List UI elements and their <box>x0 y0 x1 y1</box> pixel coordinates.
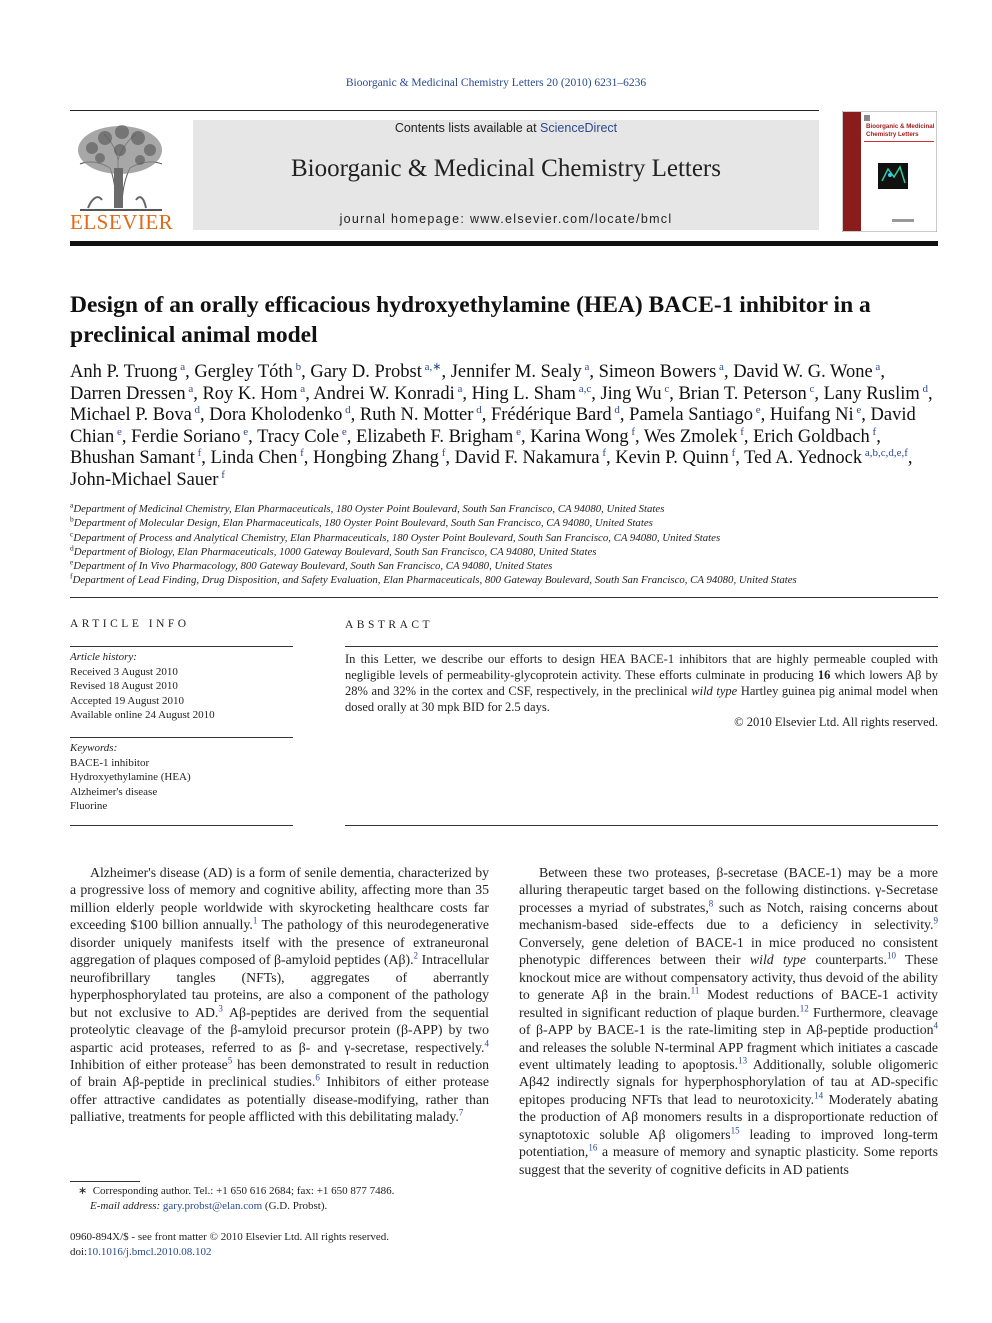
author-affiliation-mark[interactable]: f <box>728 447 736 460</box>
author-name: Andrei W. Konradi <box>313 383 455 404</box>
reference-mark[interactable]: 10 <box>886 950 896 961</box>
affiliation-key: c <box>70 529 74 538</box>
affiliation <box>70 516 938 530</box>
email-link[interactable]: gary.probst@elan.com <box>162 1199 263 1212</box>
author-name: Linda Chen <box>210 448 298 469</box>
author[interactable] <box>202 384 305 404</box>
publisher-wordmark: ELSEVIER <box>70 210 174 234</box>
author-name: Wes Zmolek <box>643 426 738 447</box>
author-affiliation-mark[interactable]: a <box>581 360 590 373</box>
contents-prefix: Contents lists available at <box>394 121 541 135</box>
affiliation-text: Department of Molecular Design, Elan Pharmaceuticals, 180 Oyster Point Boulevard, South San Francisco, CA 94080, United States <box>73 517 653 530</box>
history-revised: Revised 18 August 2010 <box>70 680 178 692</box>
corresponding-footnote <box>70 1184 489 1213</box>
author-name: Gary D. Probst <box>310 362 422 382</box>
author-name: Roy K. Hom <box>202 383 298 404</box>
author[interactable] <box>744 448 908 468</box>
reference-mark[interactable]: 7 <box>458 1107 464 1118</box>
reference-mark[interactable]: 9 <box>933 915 938 926</box>
affiliation-key: d <box>70 543 74 553</box>
author-affiliation-mark[interactable]: f <box>194 447 202 460</box>
author-affiliation-mark[interactable]: e <box>853 404 862 417</box>
author-name: David W. G. Wone <box>733 362 873 382</box>
affiliation <box>70 545 938 559</box>
homepage-link[interactable]: www.elsevier.com/locate/bmcl <box>469 212 673 226</box>
keywords-rule <box>70 737 293 738</box>
body-text: counterparts. <box>805 952 887 968</box>
author-affiliation-mark[interactable]: e <box>513 425 521 438</box>
author-name: Darren Dressen <box>70 383 186 404</box>
affiliation-text: Department of Process and Analytical Chemistry, Elan Pharmaceuticals, 180 Oyster Point Boulevard, South San Francisco, CA 94080, United States <box>73 531 721 544</box>
author-list: Anh P. Truong $^a$, Gergley Tóth $^b$, Gary D. Probst $^{a,∗}$, Jennifer M. Sealy $^a$, Simeon Bowers $^a$, David W. G. Wone $^a$, Darren Dressen $^a$, Roy K. Hom $^a$, Andrei W. Konradi $^a$, Hing L. Sham $^{a,c}$, Jing Wu $^c$, Brian T. Peterson $^c$, Lany Ruslim $^d$, Michael P. Bova $^d$, Dora Kholodenko $^d$, Ruth N. Motter $^d$, Frédérique Bard $^d$, Pamela Santiago $^e$, Huifang Ni $^e$, David Chian $^e$, Ferdie Soriano $^e$, Tracy Cole $^e$, Elizabeth F. Brigham $^e$, Karina Wong $^f$, Wes Zmolek $^f$, Erich Goldbach $^f$, Bhushan Samant $^f$, Linda Chen $^f$, Hongbing Zhang $^f$, David F. Nakamura $^f$, Kevin P. Quinn $^f$, Ted A. Yednock $^{a,b,c,d,e,f}$, John-Michael Sauer $^f$ <box>70 360 933 490</box>
journal-homepage <box>193 212 819 226</box>
history-label: Article history: <box>70 651 137 663</box>
author-affiliation-mark[interactable]: d <box>473 404 482 417</box>
author-name: Tracy Cole <box>257 426 340 447</box>
email-line <box>70 1199 489 1214</box>
author-affiliation-mark[interactable]: c <box>661 382 670 395</box>
reference-mark[interactable]: 5 <box>227 1055 233 1066</box>
author-affiliation-mark[interactable]: a <box>454 382 463 395</box>
author-name: Michael P. Bova <box>70 405 192 426</box>
author-name: Elizabeth F. Brigham <box>356 426 514 447</box>
issn-line: 0960-894X/$ - see front matter © 2010 Elsevier Ltd. All rights reserved. <box>70 1231 390 1243</box>
author[interactable] <box>209 405 350 425</box>
cover-title-line2: Chemistry Letters <box>866 131 919 138</box>
reference-mark[interactable]: 1 <box>252 915 258 926</box>
keyword-item: Fluorine <box>70 800 108 812</box>
article-title: Design of an orally efficacious hydroxyethylamine (HEA) BACE-1 inhibitor in a preclinical animal model <box>70 292 871 348</box>
reference-mark[interactable]: 12 <box>799 1003 809 1014</box>
reference-mark[interactable]: 8 <box>708 898 714 909</box>
affiliation <box>70 531 938 545</box>
author-name: Ted A. Yednock <box>744 448 863 469</box>
author-name: Simeon Bowers <box>598 362 717 382</box>
author-affiliation-mark[interactable]: d <box>611 404 620 417</box>
author[interactable] <box>257 427 347 447</box>
author-affiliation-mark[interactable]: f <box>628 425 635 438</box>
author-affiliation-mark[interactable]: a,c <box>575 382 592 395</box>
abstract-copyright: © 2010 Elsevier Ltd. All rights reserved. <box>734 715 938 729</box>
affiliation-text: Department of Lead Finding, Drug Disposition, and Safety Evaluation, Elan Pharmaceuticals, 800 Gateway Boulevard, South San Francisco, CA 94080, United States <box>72 574 797 587</box>
author-affiliation-mark[interactable]: a <box>297 382 306 395</box>
author-affiliation-mark[interactable]: f <box>737 425 744 438</box>
issn-block <box>70 1230 489 1259</box>
author-name: Karina Wong <box>530 426 629 447</box>
body-text: Additionally, soluble oligomeric Aβ42 indirectly signals for hyperphosphorylation of tau at AD-specific epitopes producing NFTs that lead to neurotoxicity. <box>519 1056 938 1107</box>
header-rule <box>70 110 819 111</box>
body-text: Inhibition of either protease <box>70 1056 228 1072</box>
author[interactable] <box>629 405 760 425</box>
author-affiliation-mark[interactable]: a <box>177 360 186 373</box>
affiliation-key: e <box>70 557 74 567</box>
abstract-text-2: which lowers Aβ by 28% and 32% in the cortex and CSF, respectively, in the preclinical <box>345 668 938 698</box>
body-text: Aβ-peptides are derived from the sequential proteolytic cleavage of the β-amyloid precursor protein (β-APP) by two aspartic acid proteases, referred to as β- and γ-secretase, respectively. <box>70 1004 489 1055</box>
reference-mark[interactable]: 11 <box>690 985 700 996</box>
author-affiliation-mark[interactable]: d <box>342 404 351 417</box>
author-affiliation-mark[interactable]: f <box>438 447 446 460</box>
author[interactable] <box>70 384 193 404</box>
abstract-bottom-rule <box>345 825 938 826</box>
journal-cover-thumbnail[interactable] <box>842 111 937 232</box>
author-affiliation-mark[interactable]: a <box>185 382 194 395</box>
author-name: Jennifer M. Sealy <box>450 362 582 382</box>
email-label: E-mail address: <box>90 1199 161 1212</box>
author-affiliation-mark[interactable]: f <box>869 425 877 438</box>
author[interactable] <box>313 384 462 404</box>
author[interactable] <box>211 448 304 468</box>
author-name: John-Michael Sauer <box>70 469 219 490</box>
affiliation-text: Department of Medicinal Chemistry, Elan Pharmaceuticals, 180 Oyster Point Boulevard, South San Francisco, CA 94080, United States <box>73 503 665 515</box>
author[interactable] <box>310 362 441 382</box>
affiliation <box>70 502 938 516</box>
cover-title <box>866 123 936 139</box>
author-affiliation-mark[interactable]: e <box>339 425 347 438</box>
author-name: Ferdie Soriano <box>131 426 241 447</box>
author-name: Erich Goldbach <box>753 426 870 447</box>
doi-line <box>70 1245 489 1260</box>
abstract-text-3: Hartley guinea pig animal model when dosed orally at 30 mpk BID for 2.5 days. <box>345 684 938 714</box>
body-text: Alzheimer's disease (AD) is a form of senile dementia, characterized by a progressive loss of memory and cognitive ability, affecting more than 35 million elderly people worldwide with skyrocketing healthcare costs far exceeding $100 billion annually. <box>70 865 489 933</box>
affiliation-list <box>70 502 938 588</box>
author-name: David Chian <box>70 405 916 447</box>
body-text: leading to improved long-term potentiation, <box>519 1126 938 1160</box>
reference-mark[interactable]: 3 <box>218 1003 223 1014</box>
author[interactable] <box>70 470 225 490</box>
journal-title: Bioorganic & Medicinal Chemistry Letters <box>290 155 721 182</box>
reference-mark[interactable]: 15 <box>730 1125 740 1136</box>
body-italic: wild type <box>749 952 806 968</box>
author-affiliation-mark[interactable]: f <box>218 468 225 481</box>
author[interactable] <box>491 405 620 425</box>
author-affiliation-mark[interactable]: b <box>292 360 302 373</box>
author-name: Dora Kholodenko <box>209 405 343 426</box>
author[interactable] <box>70 448 201 468</box>
author[interactable] <box>644 427 744 447</box>
body-text: has been demonstrated to result in reduction of brain Aβ-peptide in preclinical studies. <box>70 1056 490 1090</box>
body-text: such as Notch, raising concerns about mechanism-based side-effects due to a deficiency in selectivity. <box>519 899 938 933</box>
article-history <box>70 650 293 723</box>
author-affiliation-mark[interactable]: a <box>716 360 724 373</box>
keyword-item: Alzheimer's disease <box>70 785 158 798</box>
body-text: Between these two proteases, β-secretase (BACE-1) may be a more alluring therapeutic target based on the following distinctions. γ-Secretase processes a myriad of substrates, <box>519 865 938 915</box>
author-affiliation-mark[interactable]: a,b,c,d,e,f <box>862 447 908 460</box>
affiliation <box>70 559 938 573</box>
affiliation-key: b <box>70 514 74 524</box>
reference-mark[interactable]: 4 <box>933 1020 938 1031</box>
history-received: Received 3 August 2010 <box>70 665 178 678</box>
body-text: and releases the soluble N-terminal APP fragment which initiates a cascade event ultimately leading to apoptosis. <box>519 1039 938 1072</box>
keyword-item: Hydroxyethylamine (HEA) <box>70 771 191 783</box>
author[interactable] <box>70 362 185 382</box>
author[interactable] <box>360 405 482 425</box>
article-info-rule <box>70 646 293 647</box>
author[interactable] <box>824 384 928 404</box>
body-text: Conversely, gene deletion of BACE-1 in mice produced no consistent phenotypic differences between their <box>519 934 938 968</box>
author-affiliation-mark[interactable]: d <box>919 382 928 395</box>
reference-mark[interactable]: 13 <box>738 1055 748 1066</box>
corresponding-line <box>70 1184 489 1199</box>
author-affiliation-mark[interactable]: d <box>191 404 201 417</box>
author[interactable] <box>313 448 445 468</box>
author-name: Hing L. Sham <box>471 383 576 404</box>
abstract-heading: ABSTRACT <box>345 619 434 631</box>
author[interactable] <box>770 405 861 425</box>
author[interactable] <box>599 362 724 382</box>
article-info-bottom-rule <box>70 825 293 826</box>
keywords-label: Keywords: <box>70 742 118 754</box>
homepage-prefix: journal homepage: <box>339 212 470 226</box>
body-column-left <box>70 864 489 1126</box>
author-name: Anh P. Truong <box>70 362 178 382</box>
author-affiliation-mark[interactable]: e <box>753 404 761 417</box>
abstract-text <box>345 651 938 715</box>
author[interactable] <box>600 384 669 404</box>
article-info-heading: ARTICLE INFO <box>70 618 190 630</box>
author-name: Hongbing Zhang <box>313 448 439 469</box>
author-name: Ruth N. Motter <box>359 405 474 426</box>
author[interactable] <box>451 362 590 382</box>
affiliation-rule <box>70 597 938 598</box>
body-text: These knockout mice are without compensatory activity, thus devoid of the ability to generate Aβ in the brain. <box>519 952 938 1003</box>
author-affiliation-mark[interactable]: f <box>599 447 606 460</box>
author[interactable] <box>194 362 301 382</box>
body-text: Furthermore, cleavage of β-APP by BACE-1 is the rate-limiting step in Aβ-peptide production <box>519 1004 939 1038</box>
affiliation <box>70 573 938 587</box>
keyword-item: BACE-1 inhibitor <box>70 756 150 769</box>
footnote-star: ∗ <box>78 1185 88 1197</box>
author-affiliation-mark[interactable]: e <box>240 425 249 438</box>
author-name: Gergley Tóth <box>194 362 293 382</box>
sciencedirect-link[interactable]: ScienceDirect <box>540 121 618 135</box>
journal-citation[interactable]: Bioorganic & Medicinal Chemistry Letters 20 (2010) 6231–6236 <box>345 77 647 89</box>
abstract-compound: 16 <box>817 668 831 682</box>
reference-mark[interactable]: 16 <box>588 1142 598 1153</box>
author-name: Bhushan Samant <box>70 448 195 469</box>
author[interactable] <box>455 448 606 468</box>
author[interactable] <box>131 427 248 447</box>
author-name: Pamela Santiago <box>629 405 753 426</box>
author[interactable] <box>356 427 521 447</box>
author-name: Frédérique Bard <box>490 405 612 426</box>
author[interactable] <box>733 362 880 382</box>
body-text: Intracellular neurofibrillary tangles (NFTs), aggregates of aberrantly hyperphosphorylated tau proteins, are also a component of the pathology but not exclusive to AD. <box>70 952 489 1020</box>
reference-mark[interactable]: 6 <box>315 1072 320 1083</box>
author-name: Lany Ruslim <box>823 383 920 404</box>
reference-mark[interactable]: 2 <box>413 950 419 961</box>
keywords <box>70 741 293 814</box>
author-name: David F. Nakamura <box>454 448 600 469</box>
body-column-right <box>519 864 938 1178</box>
author[interactable] <box>753 427 876 447</box>
reference-mark[interactable]: 4 <box>484 1037 489 1048</box>
author[interactable] <box>472 384 592 404</box>
affiliation-text: Department of In Vivo Pharmacology, 800 Gateway Boulevard, South San Francisco, CA 94080, United States <box>73 560 553 573</box>
author-name: Kevin P. Quinn <box>615 448 729 469</box>
history-online: Available online 24 August 2010 <box>70 709 215 721</box>
author[interactable] <box>615 448 735 468</box>
body-text: a measure of memory and synaptic plasticity. Some reports suggest that the severity of cognitive deficits in AD patients <box>519 1144 938 1177</box>
author[interactable] <box>70 405 200 425</box>
reference-mark[interactable]: 14 <box>814 1090 824 1101</box>
corresponding-text: Corresponding author. Tel.: +1 650 616 2684; fax: +1 650 877 7486. <box>92 1185 395 1197</box>
doi-link[interactable]: 10.1016/j.bmcl.2010.08.102 <box>87 1245 212 1258</box>
author-affiliation-mark[interactable]: f <box>297 447 304 460</box>
author-name: Jing Wu <box>600 383 662 404</box>
author-affiliation-mark[interactable]: a <box>872 360 881 373</box>
doi-label: doi: <box>70 1245 88 1258</box>
body-text: Modest reductions of BACE-1 activity resulted in significant reduction of plaque burden. <box>519 987 938 1020</box>
author[interactable] <box>678 384 814 404</box>
abstract-rule <box>345 646 938 647</box>
contents-line <box>193 121 819 135</box>
author-name: Brian T. Peterson <box>678 383 807 404</box>
author[interactable] <box>530 427 635 447</box>
abstract-text-1: In this Letter, we describe our efforts to design HEA BACE-1 inhibitors that are highly permeable coupled with negligible levels of permeability-glycoprotein activity. These efforts culminate in producing <box>345 652 938 682</box>
header-thick-rule <box>70 241 938 246</box>
affiliation-key: a <box>70 500 74 510</box>
affiliation-key: f <box>70 571 73 581</box>
author-affiliation-mark[interactable]: c <box>806 382 815 395</box>
author-affiliation-mark[interactable]: e <box>114 425 122 438</box>
history-accepted: Accepted 19 August 2010 <box>70 694 184 707</box>
body-text: Inhibitors of either protease offer attractive candidates as potentially disease-modifying, rather than palliative, treatments for people afflicted with this debilitating malady. <box>70 1074 489 1125</box>
body-text: Moderately abating the production of Aβ monomers results in a disproportionate reduction of synaptotoxic soluble Aβ oligomers <box>519 1091 939 1142</box>
email-suffix: (G.D. Probst). <box>262 1199 328 1212</box>
abstract-italic: wild type <box>691 684 738 698</box>
affiliation-text: Department of Biology, Elan Pharmaceuticals, 1000 Gateway Boulevard, South San Francisco, CA 94080, United States <box>73 545 597 558</box>
author-affiliation-mark[interactable]: a,∗ <box>421 360 442 373</box>
author-name: Huifang Ni <box>769 405 854 426</box>
body-text: The pathology of this neurodegenerative disorder uniquely manifests itself with the presence of extraneuronal aggregation of plaques composed of β-amyloid peptides (Aβ). <box>70 917 489 968</box>
footnote-rule <box>70 1181 140 1182</box>
cover-title-line1: Bioorganic & Medicinal <box>866 123 935 130</box>
elsevier-logo[interactable] <box>70 120 172 232</box>
